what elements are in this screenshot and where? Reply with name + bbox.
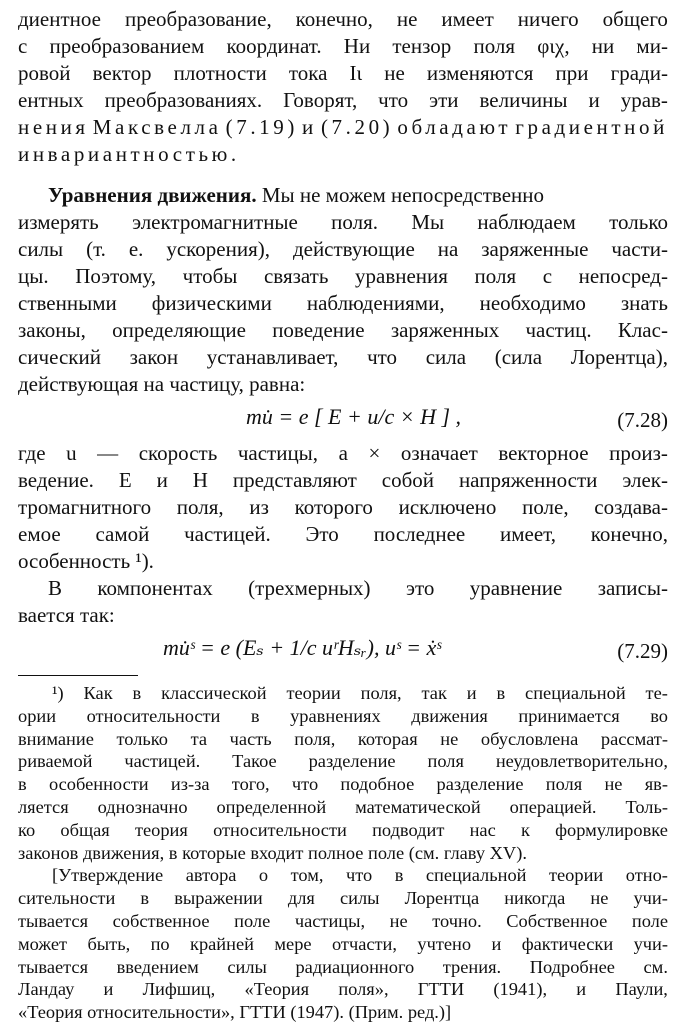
text-line: законы, определяющие поведение заряженных частиц. Клас- xyxy=(18,318,668,342)
text-line: емое самой частицей. Это последнее имеет, конечно, xyxy=(18,522,668,546)
text-line: с преобразованием координат. Ни тензор поля φιχ, ни ми- xyxy=(18,34,668,58)
text-line: инвариантностью. xyxy=(18,142,240,166)
text-line: В компонентах (трехмерных) это уравнение записы- xyxy=(48,576,668,600)
equation-7-28 xyxy=(18,398,668,440)
text-line: ведение. E и H представляют собой напряженности элек- xyxy=(18,468,668,492)
text-line: силы (т. е. ускорения), действующие на заряженные части- xyxy=(18,237,668,261)
text-line: диентное преобразование, конечно, не имеет ничего общего xyxy=(18,7,668,31)
equation-formula: mu̇ = e [ E + u/c × H ] , xyxy=(246,404,462,429)
footnote-line: в особенности из-за того, что подобное разделение поля не яв- xyxy=(18,774,668,795)
text-line: действующая на частицу, равна: xyxy=(18,372,306,396)
footnote-line: законов движения, в которые входит полное поле (см. главу XV). xyxy=(18,842,527,863)
footnote-line: «Теория относительности», ГТТИ (1947). (Прим. ред.)] xyxy=(18,1002,452,1023)
text-fragment: Мы не можем непосредственно xyxy=(256,183,545,207)
text-line: тромагнитного поля, из которого исключено поле, создава- xyxy=(18,495,668,519)
text-line: цы. Поэтому, чтобы связать уравнения поля с непосред- xyxy=(18,264,668,288)
footnote-line: тывается введением силы радиационного трения. Подробнее см. xyxy=(18,956,668,977)
text-line: измерять электромагнитные поля. Мы наблюдаем только xyxy=(18,210,668,234)
footnote-line: тывается собственное поле частицы, не точно. Собственное поле xyxy=(18,910,668,931)
footnote-line: может быть, по крайней мере отчасти, учтено и фактически учи- xyxy=(18,933,668,954)
equation-number: (7.28) xyxy=(617,408,668,432)
footnotes xyxy=(18,682,668,1024)
text-line: сический закон устанавливает, что сила (сила Лорентца), xyxy=(18,345,668,369)
footnote-line: ¹) Как в классической теории поля, так и в специальной те- xyxy=(52,683,668,703)
footnote-line: Ландау и Лифшиц, «Теория поля», ГТТИ (1941), и Паули, xyxy=(18,979,668,1000)
equation-7-29 xyxy=(18,629,668,671)
equation-number: (7.29) xyxy=(617,639,668,663)
footnote-line: сительности в выражении для силы Лорентца никогда не учи- xyxy=(18,888,668,909)
text-line: ственными физическими наблюдениями, необходимо знать xyxy=(18,291,668,315)
text-line: ровой вектор плотности тока Iι не изменяются при гради- xyxy=(18,61,668,85)
text-line: ентных преобразованиях. Говорят, что эти величины и урав- xyxy=(18,88,668,112)
footnote-line: риваемой частицей. Такое разделение поля неудовлетворительно, xyxy=(18,751,668,772)
footnote-line: ко общая теория относительности подводит нас к формулировке xyxy=(18,819,668,840)
footnote-line: ляется однозначно определенной математической операцией. Толь- xyxy=(18,796,668,817)
section-heading: Уравнения движения. xyxy=(48,183,257,207)
footnote-line: [Утверждение автора о том, что в специальной теории отно- xyxy=(52,865,668,886)
text-line: где u — скорость частицы, а × означает векторное произ- xyxy=(18,441,668,465)
footnote-line: внимание только та часть поля, которая не обусловлена рассмат- xyxy=(18,728,668,749)
text-line: нения Максвелла (7.19) и (7.20) обладают градиентной xyxy=(18,115,668,139)
text-line: особенность ¹). xyxy=(18,549,154,573)
equation-formula: mu̇ˢ = e (Eₛ + 1/c uʳHₛᵣ), uˢ = ẋˢ xyxy=(163,635,441,660)
text-line: вается так: xyxy=(18,603,115,627)
footnote-line: ории относительности в уравнениях движения принимается во xyxy=(18,705,668,726)
footnote-rule xyxy=(18,675,138,676)
section-heading-line xyxy=(18,182,668,209)
